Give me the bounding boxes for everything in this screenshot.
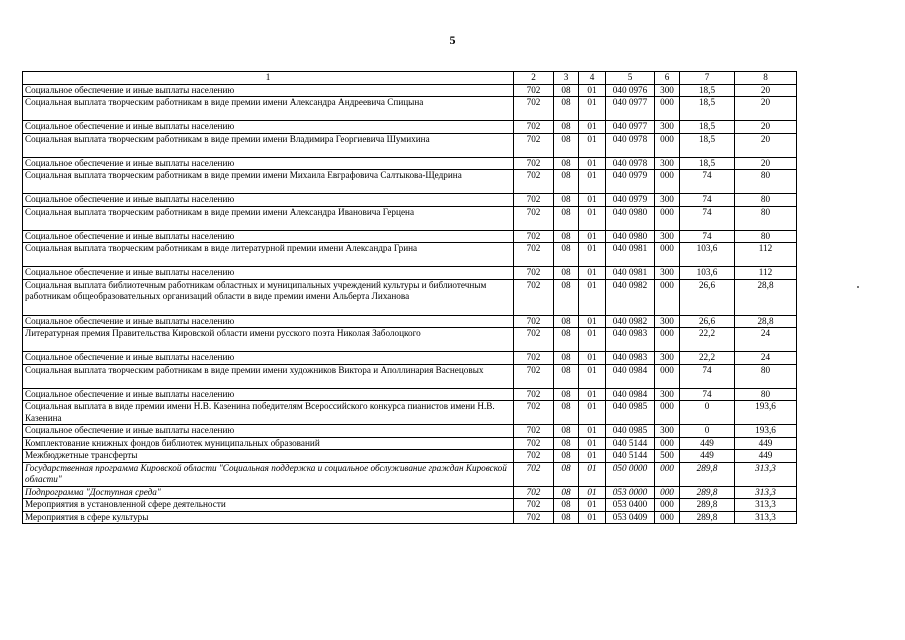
subsection-code-cell: 08 bbox=[554, 97, 579, 121]
expense-type-cell: 000 bbox=[655, 170, 680, 194]
header-cell: 6 bbox=[655, 72, 680, 85]
subsection-code-cell: 08 bbox=[554, 194, 579, 207]
subsection-code-cell: 08 bbox=[554, 450, 579, 463]
amount-cell-col8: 112 bbox=[735, 267, 797, 280]
row-name-cell: Литературная премия Правительства Кировской области имени русского поэта Николая Заболоцкого bbox=[23, 328, 514, 352]
subsection-code-cell: 08 bbox=[554, 267, 579, 280]
table-row bbox=[23, 279, 797, 315]
subsection2-code-cell: 01 bbox=[579, 194, 606, 207]
header-cell: 2 bbox=[514, 72, 554, 85]
amount-cell-col8: 449 bbox=[735, 437, 797, 450]
expense-type-cell: 000 bbox=[655, 279, 680, 315]
amount-cell-col7: 289,8 bbox=[680, 511, 735, 524]
section-code-cell: 702 bbox=[514, 133, 554, 157]
expense-type-cell: 000 bbox=[655, 511, 680, 524]
target-article-cell: 040 0983 bbox=[606, 328, 655, 352]
amount-cell-col7: 74 bbox=[680, 388, 735, 401]
expense-type-cell: 000 bbox=[655, 328, 680, 352]
target-article-cell: 050 0000 bbox=[606, 462, 655, 486]
subsection2-code-cell: 01 bbox=[579, 97, 606, 121]
expense-type-cell: 000 bbox=[655, 206, 680, 230]
amount-cell-col8: 20 bbox=[735, 121, 797, 134]
amount-cell-col8: 112 bbox=[735, 243, 797, 267]
table-row bbox=[23, 462, 797, 486]
section-code-cell: 702 bbox=[514, 450, 554, 463]
row-name-cell: Мероприятия в установленной сфере деятельности bbox=[23, 499, 514, 512]
subsection-code-cell: 08 bbox=[554, 328, 579, 352]
subsection-code-cell: 08 bbox=[554, 437, 579, 450]
amount-cell-col7: 18,5 bbox=[680, 84, 735, 97]
table-row bbox=[23, 267, 797, 280]
section-code-cell: 702 bbox=[514, 499, 554, 512]
table-row bbox=[23, 499, 797, 512]
row-name-cell: Социальное обеспечение и иные выплаты населению bbox=[23, 121, 514, 134]
amount-cell-col7: 26,6 bbox=[680, 315, 735, 328]
subsection2-code-cell: 01 bbox=[579, 315, 606, 328]
section-code-cell: 702 bbox=[514, 121, 554, 134]
table-row bbox=[23, 486, 797, 499]
subsection2-code-cell: 01 bbox=[579, 462, 606, 486]
table-row bbox=[23, 437, 797, 450]
subsection-code-cell: 08 bbox=[554, 84, 579, 97]
row-name-cell: Социальное обеспечение и иные выплаты населению bbox=[23, 267, 514, 280]
target-article-cell: 040 0977 bbox=[606, 97, 655, 121]
amount-cell-col8: 80 bbox=[735, 194, 797, 207]
subsection2-code-cell: 01 bbox=[579, 328, 606, 352]
section-code-cell: 702 bbox=[514, 437, 554, 450]
section-code-cell: 702 bbox=[514, 243, 554, 267]
subsection2-code-cell: 01 bbox=[579, 499, 606, 512]
target-article-cell: 040 5144 bbox=[606, 450, 655, 463]
header-cell: 5 bbox=[606, 72, 655, 85]
amount-cell-col7: 74 bbox=[680, 206, 735, 230]
row-name-cell: Социальное обеспечение и иные выплаты населению bbox=[23, 425, 514, 438]
section-code-cell: 702 bbox=[514, 352, 554, 365]
amount-cell-col8: 20 bbox=[735, 84, 797, 97]
table-row bbox=[23, 328, 797, 352]
row-name-cell: Социальное обеспечение и иные выплаты населению bbox=[23, 388, 514, 401]
expense-type-cell: 300 bbox=[655, 121, 680, 134]
subsection-code-cell: 08 bbox=[554, 279, 579, 315]
table-row bbox=[23, 157, 797, 170]
row-name-cell: Социальное обеспечение и иные выплаты населению bbox=[23, 315, 514, 328]
expense-type-cell: 300 bbox=[655, 157, 680, 170]
amount-cell-col7: 18,5 bbox=[680, 97, 735, 121]
row-name-cell: Социальная выплата творческим работникам в виде премии имени художников Виктора и Аполлинария Васнецовых bbox=[23, 364, 514, 388]
subsection2-code-cell: 01 bbox=[579, 133, 606, 157]
table-row bbox=[23, 364, 797, 388]
page-number: 5 bbox=[449, 33, 456, 47]
row-name-cell: Социальная выплата творческим работникам в виде премии имени Александра Андреевича Спицына bbox=[23, 97, 514, 121]
target-article-cell: 040 0984 bbox=[606, 388, 655, 401]
subsection2-code-cell: 01 bbox=[579, 450, 606, 463]
subsection2-code-cell: 01 bbox=[579, 84, 606, 97]
subsection-code-cell: 08 bbox=[554, 352, 579, 365]
subsection2-code-cell: 01 bbox=[579, 401, 606, 425]
amount-cell-col7: 103,6 bbox=[680, 267, 735, 280]
target-article-cell: 040 0978 bbox=[606, 133, 655, 157]
subsection-code-cell: 08 bbox=[554, 486, 579, 499]
table-row bbox=[23, 425, 797, 438]
amount-cell-col7: 289,8 bbox=[680, 486, 735, 499]
target-article-cell: 040 0983 bbox=[606, 352, 655, 365]
subsection2-code-cell: 01 bbox=[579, 486, 606, 499]
table-row bbox=[23, 230, 797, 243]
amount-cell-col7: 18,5 bbox=[680, 121, 735, 134]
expense-type-cell: 000 bbox=[655, 437, 680, 450]
subsection2-code-cell: 01 bbox=[579, 388, 606, 401]
header-row bbox=[23, 72, 797, 85]
subsection-code-cell: 08 bbox=[554, 499, 579, 512]
section-code-cell: 702 bbox=[514, 328, 554, 352]
target-article-cell: 053 0400 bbox=[606, 499, 655, 512]
section-code-cell: 702 bbox=[514, 230, 554, 243]
amount-cell-col7: 22,2 bbox=[680, 352, 735, 365]
row-name-cell: Социальная выплата творческим работникам в виде премии имени Владимира Георгиевича Шумихина bbox=[23, 133, 514, 157]
section-code-cell: 702 bbox=[514, 388, 554, 401]
subsection-code-cell: 08 bbox=[554, 401, 579, 425]
row-name-cell: Социальное обеспечение и иные выплаты населению bbox=[23, 352, 514, 365]
subsection-code-cell: 08 bbox=[554, 315, 579, 328]
amount-cell-col8: 313,3 bbox=[735, 486, 797, 499]
target-article-cell: 040 0982 bbox=[606, 315, 655, 328]
expense-type-cell: 300 bbox=[655, 194, 680, 207]
subsection2-code-cell: 01 bbox=[579, 511, 606, 524]
amount-cell-col7: 103,6 bbox=[680, 243, 735, 267]
amount-cell-col8: 28,8 bbox=[735, 315, 797, 328]
expense-type-cell: 300 bbox=[655, 352, 680, 365]
row-name-cell: Социальное обеспечение и иные выплаты населению bbox=[23, 157, 514, 170]
target-article-cell: 040 0984 bbox=[606, 364, 655, 388]
amount-cell-col7: 0 bbox=[680, 401, 735, 425]
amount-cell-col7: 0 bbox=[680, 425, 735, 438]
subsection2-code-cell: 01 bbox=[579, 437, 606, 450]
target-article-cell: 040 0980 bbox=[606, 206, 655, 230]
subsection2-code-cell: 01 bbox=[579, 230, 606, 243]
expense-type-cell: 300 bbox=[655, 267, 680, 280]
target-article-cell: 040 0978 bbox=[606, 157, 655, 170]
expense-type-cell: 000 bbox=[655, 133, 680, 157]
table-row bbox=[23, 401, 797, 425]
section-code-cell: 702 bbox=[514, 157, 554, 170]
table-row bbox=[23, 170, 797, 194]
target-article-cell: 040 0981 bbox=[606, 243, 655, 267]
subsection-code-cell: 08 bbox=[554, 243, 579, 267]
amount-cell-col7: 22,2 bbox=[680, 328, 735, 352]
subsection2-code-cell: 01 bbox=[579, 364, 606, 388]
target-article-cell: 040 0979 bbox=[606, 194, 655, 207]
target-article-cell: 040 0985 bbox=[606, 401, 655, 425]
row-name-cell: Социальная выплата библиотечным работникам областных и муниципальных учреждений культуры и библиотечным работникам общеобразовательных организаций области в виде премии имени Альберта Лиханова bbox=[23, 279, 514, 315]
table-row bbox=[23, 450, 797, 463]
row-name-cell: Социальная выплата творческим работникам в виде премии имени Александра Ивановича Герцена bbox=[23, 206, 514, 230]
amount-cell-col7: 289,8 bbox=[680, 499, 735, 512]
table-row bbox=[23, 133, 797, 157]
target-article-cell: 053 0000 bbox=[606, 486, 655, 499]
amount-cell-col7: 74 bbox=[680, 230, 735, 243]
table-row bbox=[23, 84, 797, 97]
row-name-cell: Подпрограмма "Доступная среда" bbox=[23, 486, 514, 499]
expense-type-cell: 000 bbox=[655, 462, 680, 486]
amount-cell-col8: 313,3 bbox=[735, 511, 797, 524]
table-row bbox=[23, 194, 797, 207]
amount-cell-col8: 20 bbox=[735, 157, 797, 170]
amount-cell-col8: 449 bbox=[735, 450, 797, 463]
table-row bbox=[23, 315, 797, 328]
section-code-cell: 702 bbox=[514, 462, 554, 486]
section-code-cell: 702 bbox=[514, 315, 554, 328]
amount-cell-col8: 193,6 bbox=[735, 425, 797, 438]
section-code-cell: 702 bbox=[514, 84, 554, 97]
section-code-cell: 702 bbox=[514, 194, 554, 207]
subsection-code-cell: 08 bbox=[554, 206, 579, 230]
section-code-cell: 702 bbox=[514, 279, 554, 315]
subsection-code-cell: 08 bbox=[554, 133, 579, 157]
table-row bbox=[23, 206, 797, 230]
budget-table bbox=[22, 71, 797, 524]
amount-cell-col7: 18,5 bbox=[680, 157, 735, 170]
subsection-code-cell: 08 bbox=[554, 170, 579, 194]
table-row bbox=[23, 243, 797, 267]
expense-type-cell: 300 bbox=[655, 84, 680, 97]
amount-cell-col8: 313,3 bbox=[735, 499, 797, 512]
row-name-cell: Социальная выплата творческим работникам в виде премии имени Михаила Евграфовича Салтыкова-Щедрина bbox=[23, 170, 514, 194]
subsection-code-cell: 08 bbox=[554, 230, 579, 243]
scan-speck bbox=[857, 286, 859, 288]
subsection2-code-cell: 01 bbox=[579, 352, 606, 365]
subsection-code-cell: 08 bbox=[554, 425, 579, 438]
row-name-cell: Социальное обеспечение и иные выплаты населению bbox=[23, 84, 514, 97]
amount-cell-col7: 289,8 bbox=[680, 462, 735, 486]
row-name-cell: Социальная выплата творческим работникам в виде литературной премии имени Александра Грина bbox=[23, 243, 514, 267]
subsection2-code-cell: 01 bbox=[579, 267, 606, 280]
expense-type-cell: 300 bbox=[655, 315, 680, 328]
subsection2-code-cell: 01 bbox=[579, 170, 606, 194]
row-name-cell: Социальное обеспечение и иные выплаты населению bbox=[23, 230, 514, 243]
amount-cell-col7: 18,5 bbox=[680, 133, 735, 157]
expense-type-cell: 300 bbox=[655, 425, 680, 438]
amount-cell-col8: 28,8 bbox=[735, 279, 797, 315]
table-row bbox=[23, 388, 797, 401]
expense-type-cell: 000 bbox=[655, 401, 680, 425]
amount-cell-col7: 449 bbox=[680, 450, 735, 463]
amount-cell-col8: 80 bbox=[735, 364, 797, 388]
target-article-cell: 053 0409 bbox=[606, 511, 655, 524]
amount-cell-col8: 20 bbox=[735, 97, 797, 121]
amount-cell-col8: 80 bbox=[735, 170, 797, 194]
subsection2-code-cell: 01 bbox=[579, 206, 606, 230]
section-code-cell: 702 bbox=[514, 267, 554, 280]
target-article-cell: 040 0977 bbox=[606, 121, 655, 134]
amount-cell-col8: 193,6 bbox=[735, 401, 797, 425]
amount-cell-col7: 26,6 bbox=[680, 279, 735, 315]
row-name-cell: Государственная программа Кировской области "Социальная поддержка и социальное обслуживание граждан Кировской области" bbox=[23, 462, 514, 486]
table-row bbox=[23, 97, 797, 121]
section-code-cell: 702 bbox=[514, 425, 554, 438]
target-article-cell: 040 0980 bbox=[606, 230, 655, 243]
subsection2-code-cell: 01 bbox=[579, 279, 606, 315]
expense-type-cell: 300 bbox=[655, 230, 680, 243]
row-name-cell: Мероприятия в сфере культуры bbox=[23, 511, 514, 524]
subsection2-code-cell: 01 bbox=[579, 425, 606, 438]
header-cell: 7 bbox=[680, 72, 735, 85]
section-code-cell: 702 bbox=[514, 97, 554, 121]
target-article-cell: 040 5144 bbox=[606, 437, 655, 450]
table-row bbox=[23, 121, 797, 134]
amount-cell-col7: 74 bbox=[680, 170, 735, 194]
subsection2-code-cell: 01 bbox=[579, 243, 606, 267]
section-code-cell: 702 bbox=[514, 486, 554, 499]
row-name-cell: Социальное обеспечение и иные выплаты населению bbox=[23, 194, 514, 207]
subsection-code-cell: 08 bbox=[554, 511, 579, 524]
amount-cell-col8: 20 bbox=[735, 133, 797, 157]
target-article-cell: 040 0982 bbox=[606, 279, 655, 315]
header-cell: 8 bbox=[735, 72, 797, 85]
subsection-code-cell: 08 bbox=[554, 462, 579, 486]
header-cell: 4 bbox=[579, 72, 606, 85]
amount-cell-col7: 449 bbox=[680, 437, 735, 450]
section-code-cell: 702 bbox=[514, 401, 554, 425]
expense-type-cell: 000 bbox=[655, 243, 680, 267]
header-cell: 1 bbox=[23, 72, 514, 85]
amount-cell-col8: 80 bbox=[735, 230, 797, 243]
section-code-cell: 702 bbox=[514, 170, 554, 194]
subsection-code-cell: 08 bbox=[554, 157, 579, 170]
row-name-cell: Социальная выплата в виде премии имени Н.В. Казенина победителям Всероссийского конкурса пианистов имени Н.В. Казенина bbox=[23, 401, 514, 425]
amount-cell-col7: 74 bbox=[680, 364, 735, 388]
subsection2-code-cell: 01 bbox=[579, 121, 606, 134]
subsection-code-cell: 08 bbox=[554, 121, 579, 134]
row-name-cell: Комплектование книжных фондов библиотек муниципальных образований bbox=[23, 437, 514, 450]
amount-cell-col7: 74 bbox=[680, 194, 735, 207]
section-code-cell: 702 bbox=[514, 511, 554, 524]
subsection-code-cell: 08 bbox=[554, 388, 579, 401]
target-article-cell: 040 0985 bbox=[606, 425, 655, 438]
expense-type-cell: 000 bbox=[655, 364, 680, 388]
expense-type-cell: 000 bbox=[655, 499, 680, 512]
section-code-cell: 702 bbox=[514, 364, 554, 388]
section-code-cell: 702 bbox=[514, 206, 554, 230]
subsection-code-cell: 08 bbox=[554, 364, 579, 388]
expense-type-cell: 500 bbox=[655, 450, 680, 463]
target-article-cell: 040 0979 bbox=[606, 170, 655, 194]
expense-type-cell: 000 bbox=[655, 97, 680, 121]
target-article-cell: 040 0981 bbox=[606, 267, 655, 280]
amount-cell-col8: 80 bbox=[735, 388, 797, 401]
amount-cell-col8: 80 bbox=[735, 206, 797, 230]
target-article-cell: 040 0976 bbox=[606, 84, 655, 97]
row-name-cell: Межбюджетные трансферты bbox=[23, 450, 514, 463]
table-row bbox=[23, 511, 797, 524]
subsection2-code-cell: 01 bbox=[579, 157, 606, 170]
amount-cell-col8: 313,3 bbox=[735, 462, 797, 486]
expense-type-cell: 000 bbox=[655, 486, 680, 499]
expense-type-cell: 300 bbox=[655, 388, 680, 401]
amount-cell-col8: 24 bbox=[735, 352, 797, 365]
amount-cell-col8: 24 bbox=[735, 328, 797, 352]
header-cell: 3 bbox=[554, 72, 579, 85]
table-row bbox=[23, 352, 797, 365]
